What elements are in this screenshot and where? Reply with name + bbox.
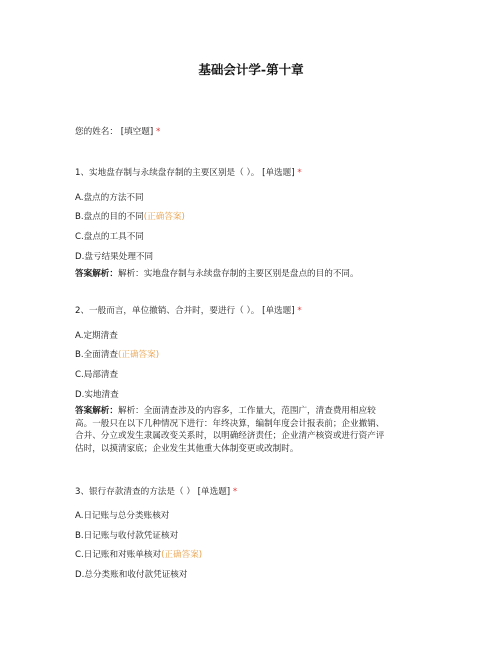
correct-answer-tag: (正确答案) [143,212,185,222]
question-type: [单选题] [197,487,231,497]
question-type: [单选题] [262,168,295,178]
option-text: B.全面清查 [75,350,119,360]
option-b: B.日记账与收付款凭证核对 [75,531,179,541]
answer-label: 答案解析： [75,269,118,279]
correct-answer-tag: (正确答案) [161,550,203,560]
option-c: C.局部清查 [75,370,119,380]
option-c [75,549,202,561]
question-3-stem-row [75,486,237,498]
answer-explanation [75,405,435,455]
option-c: C.盘点的工具不同 [75,232,144,242]
question-stem: 3、银行存款清查的方法是（ ） [75,487,195,497]
option-d: D.盘亏结果处理不同 [75,252,154,262]
question-stem: 2、一般而言，单位撤销、合并时，要进行（ ）。 [75,306,260,316]
option-d: D.总分类账和收付款凭证核对 [75,570,188,580]
option-a: A.日记账与总分类账核对 [75,511,170,521]
explanation-line: 估时，以摸清家底；企业发生其他重大体制变更或改制时。 [75,443,299,454]
required-marker: * [297,306,302,316]
name-field-type: [填空题] [120,127,154,137]
option-text: C.日记账和对账单核对 [75,550,162,560]
question-stem: 1、实地盘存制与永续盘存制的主要区别是（ ）。 [75,168,260,178]
question-type: [单选题] [262,306,295,316]
option-a: A.定期清查 [75,331,118,341]
document-title: 基础会计学-第十章 [198,62,304,77]
correct-answer-tag: (正确答案) [118,350,160,360]
option-d: D.实地清查 [75,390,119,400]
name-field-label: 您的姓名： [75,127,118,137]
answer-explanation [75,268,359,280]
question-1-stem-row [75,167,302,179]
explanation-text: 解析：实地盘存制与永续盘存制的主要区别是盘点的目的不同。 [117,269,359,279]
option-text: B.盘点的目的不同 [75,212,144,222]
name-field-row [75,126,160,138]
required-marker: * [155,127,161,137]
required-marker: * [232,487,238,497]
option-b [75,211,185,223]
question-2-stem-row [75,305,302,317]
option-a: A.盘点的方法不同 [75,193,144,203]
option-b [75,349,159,361]
required-marker: * [297,168,302,178]
explanation-line: 答案解析：解析：全面清查涉及的内容多，工作量大，范围广，清查费用相应较 [75,406,376,416]
explanation-line: 高。一般只在以下几种情况下进行：年终决算，编制年度会计报表前；企业撤销、 [75,418,385,429]
answer-label: 答案解析： [75,406,118,416]
explanation-line: 合并、分立或发生隶属改变关系时，以明确经济责任；企业清产核资或进行资产评 [75,431,385,442]
